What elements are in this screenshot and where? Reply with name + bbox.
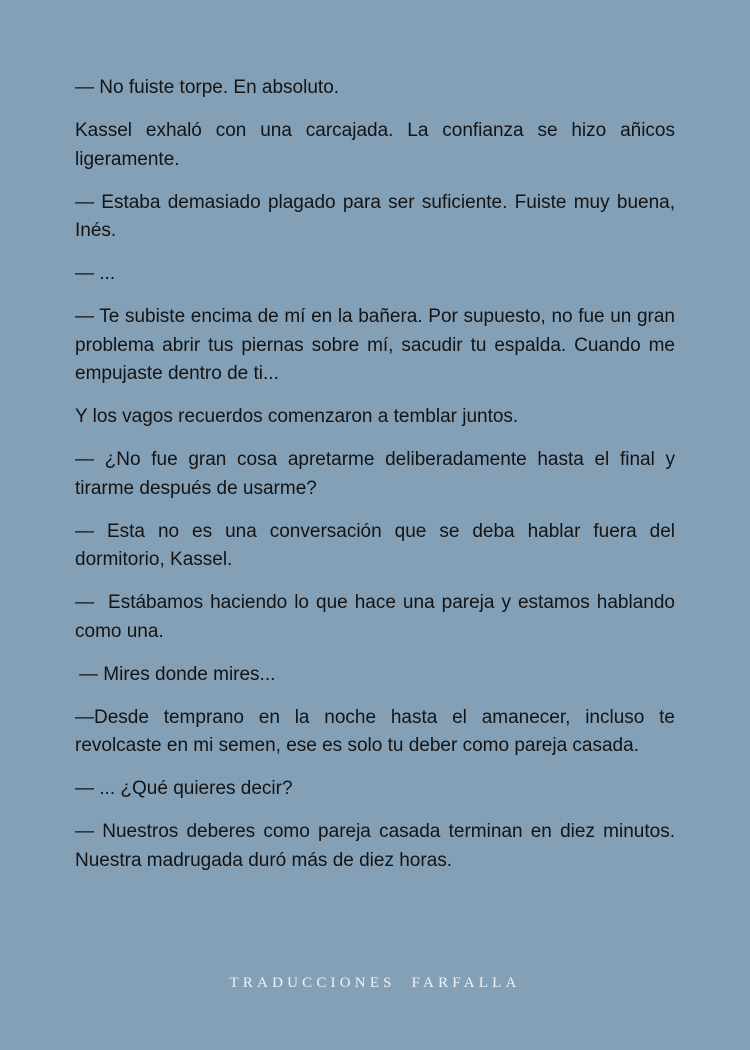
- paragraph: Y los vagos recuerdos comenzaron a temblar juntos.: [75, 406, 519, 427]
- paragraph: —Desde temprano en la noche hasta el amanecer, incluso te revolcaste en mi semen, ese es solo tu deber como pareja casada.: [75, 706, 675, 756]
- paragraph: — Mires donde mires...: [79, 663, 276, 685]
- page-body: [75, 74, 681, 890]
- paragraph: — Estaba demasiado plagado para ser suficiente. Fuiste muy buena, Inés.: [75, 191, 675, 241]
- paragraph: — ...: [75, 263, 116, 284]
- footer-credit: TRADUCCIONES FARFALLA: [229, 975, 521, 991]
- paragraph: — Estábamos haciendo lo que hace una pareja y estamos hablando como una.: [75, 592, 681, 642]
- paragraph: Kassel exhaló con una carcajada. La confianza se hizo añicos ligeramente.: [75, 120, 675, 170]
- paragraph: — ¿No fue gran cosa apretarme deliberadamente hasta el final y tirarme después de usarme?: [75, 449, 675, 499]
- paragraph: — Te subiste encima de mí en la bañera. Por supuesto, no fue un gran problema abrir tus piernas sobre mí, sacudir tu espalda. Cuando me empujaste dentro de ti...: [75, 306, 675, 384]
- paragraph: — Esta no es una conversación que se deba hablar fuera del dormitorio, Kassel.: [75, 520, 675, 570]
- paragraph: — Nuestros deberes como pareja casada terminan en diez minutos. Nuestra madrugada duró más de diez horas.: [75, 821, 675, 871]
- paragraph: — No fuiste torpe. En absoluto.: [75, 77, 340, 98]
- paragraph: — ... ¿Qué quieres decir?: [75, 778, 293, 799]
